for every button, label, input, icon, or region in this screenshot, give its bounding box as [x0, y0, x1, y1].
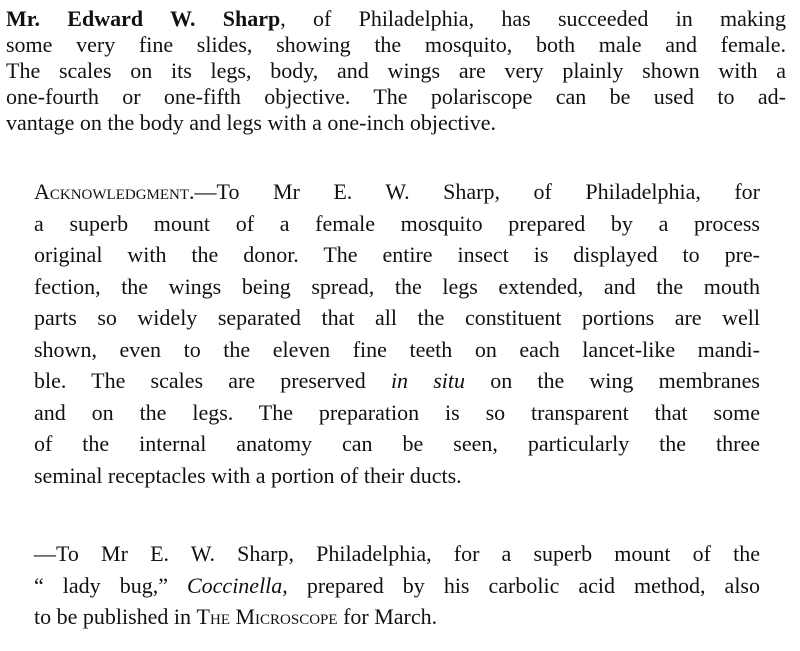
text-line: of the internal anatomy can be seen, particularly the three	[34, 431, 760, 456]
text-line: The scales on its legs, body, and wings are very plainly shown with a	[6, 58, 786, 83]
text-segment: , of Philadelphia, has succeeded in making	[280, 6, 786, 31]
italic-term: Coccinella	[186, 572, 283, 598]
text-line: original with the donor. The entire insect is displayed to pre-	[34, 242, 760, 267]
text-line: —To Mr E. W. Sharp, Philadelphia, for a superb mount of the	[34, 541, 760, 566]
text-segment: —To Mr E. W. Sharp, of Philadelphia, for	[194, 179, 760, 204]
paragraph-mosquito-slides	[6, 6, 786, 136]
text-segment: “ lady bug,”	[34, 572, 187, 598]
section-heading: Acknowledgment.	[34, 179, 195, 204]
italic-term: in situ	[390, 368, 466, 393]
text-line: and on the legs. The preparation is so transparent that some	[34, 399, 760, 425]
text-line: seminal receptacles with a portion of their ducts.	[34, 462, 462, 488]
paragraph-lady-bug	[34, 538, 760, 633]
paragraph-acknowledgment	[34, 176, 760, 491]
text-line: parts so widely separated that all the constituent portions are well	[34, 305, 760, 330]
text-line: vantage on the body and legs with a one-inch objective.	[6, 110, 496, 135]
text-segment: to be published in	[34, 604, 197, 629]
text-line: some very fine slides, showing the mosquito, both male and female.	[6, 32, 786, 57]
journal-title: The Microscope	[196, 604, 338, 629]
text-line	[6, 6, 786, 32]
text-line: one-fourth or one-fifth objective. The polariscope can be used to ad-	[6, 84, 786, 109]
text-segment: , prepared by his carbolic acid method, also	[282, 572, 760, 598]
text-line: fection, the wings being spread, the legs extended, and the mouth	[34, 273, 760, 299]
text-segment: for March.	[337, 604, 438, 629]
person-name: Mr. Edward W. Sharp	[6, 6, 281, 31]
text-line	[34, 601, 760, 633]
text-line: shown, even to the eleven fine teeth on each lancet-like mandi-	[34, 336, 760, 362]
text-segment: on the wing membranes	[465, 368, 760, 393]
text-segment: ble. The scales are preserved	[34, 368, 391, 393]
text-line: a superb mount of a female mosquito prepared by a process	[34, 210, 760, 236]
text-line	[34, 176, 760, 208]
text-line	[34, 365, 760, 397]
text-line	[34, 570, 760, 602]
